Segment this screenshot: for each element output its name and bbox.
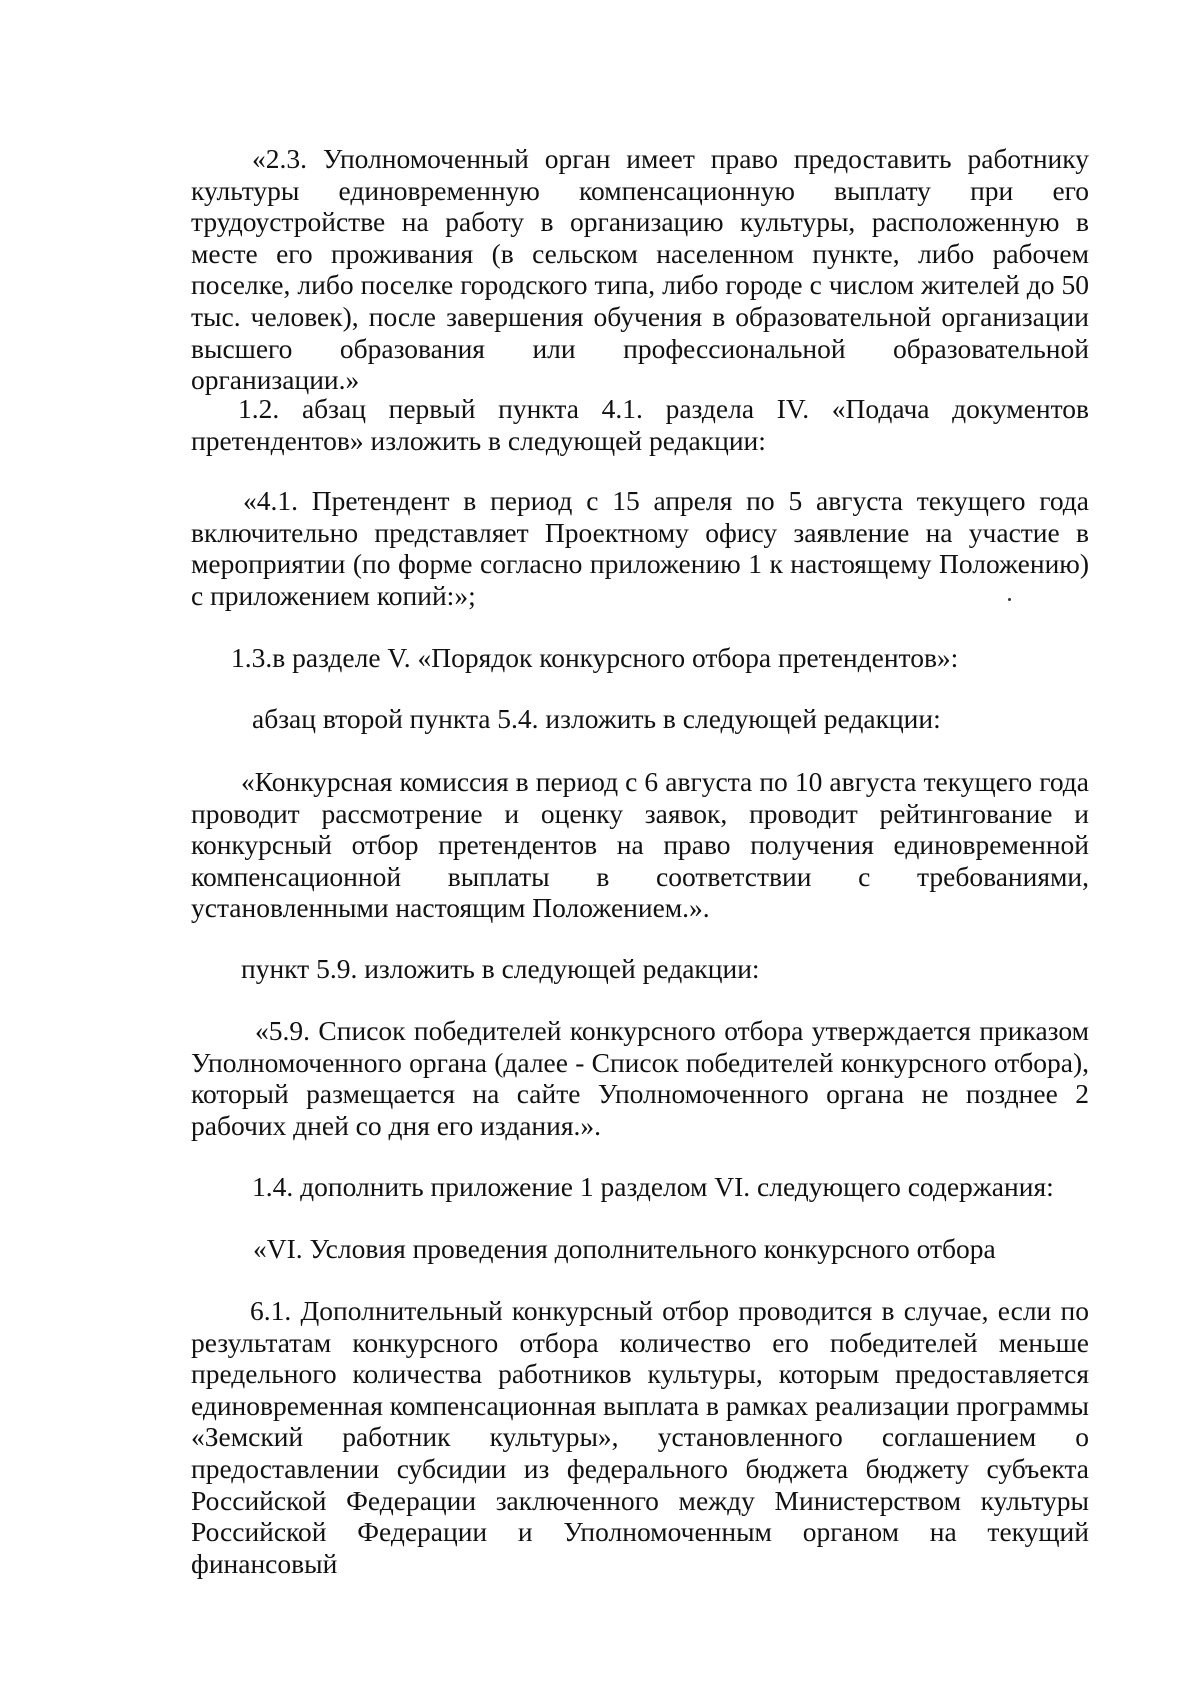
paragraph-1-4: 1.4. дополнить приложение 1 разделом VI. следующего содержания:: [252, 1171, 1054, 1202]
paragraph-4-1: «4.1. Претендент в период с 15 апреля по 5 августа текущего года включительно представляет Проектному офису заявление на участие в мероприятии (по форме согласно приложению 1 к настоящему Положению) с приложением копий:»;: [191, 485, 1089, 611]
stray-mark: [1008, 598, 1011, 601]
paragraph-6-1: 6.1. Дополнительный конкурсный отбор проводится в случае, если по результатам конкурсного отбора количество его победителей меньше предельного количества работников культуры, которым предоставляется единовременная компенсационная выплата в рамках реализации программы «Земский работник культуры», установленного соглашением о предоставлении субсидии из федерального бюджета бюджету субъекта Российской Федерации заключенного между Министерством культуры Российской Федерации и Уполномоченным органом на текущий финансовый: [191, 1295, 1089, 1579]
section-vi-heading: «VI. Условия проведения дополнительного конкурсного отбора: [253, 1233, 996, 1264]
paragraph-5-9-intro: пункт 5.9. изложить в следующей редакции:: [241, 953, 760, 984]
paragraph-1-2: 1.2. абзац первый пункта 4.1. раздела IV. «Подача документов претендентов» изложить в следующей редакции:: [191, 393, 1089, 456]
paragraph-1-3: 1.3.в разделе V. «Порядок конкурсного отбора претендентов»:: [231, 642, 959, 673]
paragraph-5-4-intro: абзац второй пункта 5.4. изложить в следующей редакции:: [252, 703, 941, 734]
paragraph-5-9-text: «5.9. Список победителей конкурсного отбора утверждается приказом Уполномоченного органа (далее - Список победителей конкурсного отбора), который размещается на сайте Уполномоченного органа не позднее 2 рабочих дней со дня его издания.».: [191, 1015, 1089, 1141]
paragraph-5-4-text: «Конкурсная комиссия в период с 6 августа по 10 августа текущего года проводит рассмотрение и оценку заявок, проводит рейтингование и конкурсный отбор претендентов на право получения единовременной компенсационной выплаты в соответствии с требованиями, установленными настоящим Положением.».: [191, 766, 1089, 924]
paragraph-2-3: «2.3. Уполномоченный орган имеет право предоставить работнику культуры единовременную компенсационную выплату при его трудоустройстве на работу в организацию культуры, расположенную в месте его проживания (в сельском населенном пункте, либо рабочем поселке, либо поселке городского типа, либо городе с числом жителей до 50 тыс. человек), после завершения обучения в образовательной организации высшего образования или профессиональной образовательной организации.»: [191, 143, 1089, 396]
